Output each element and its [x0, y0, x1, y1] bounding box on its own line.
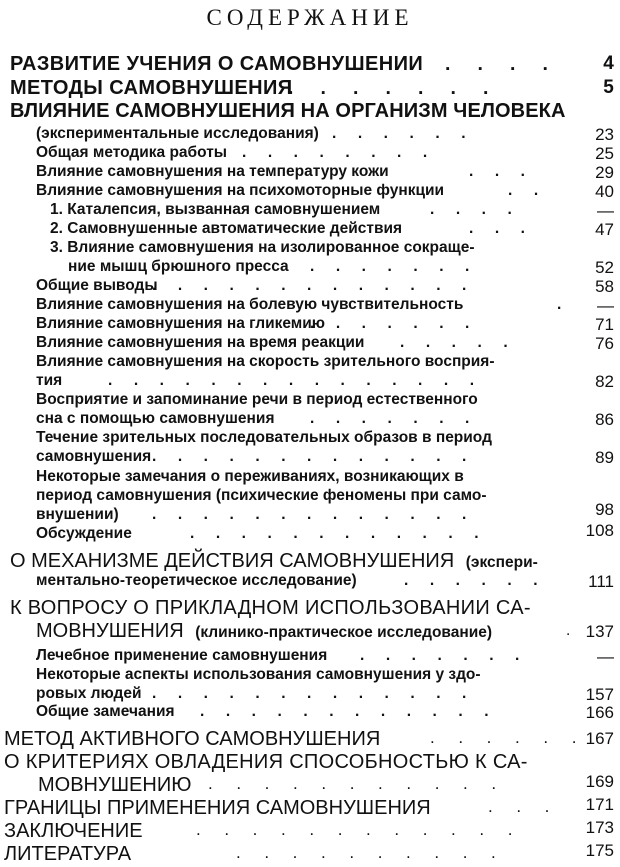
toc-entry-title: тия	[36, 372, 63, 389]
toc-page-number: 71	[595, 315, 614, 334]
toc-page-number: 111	[588, 572, 614, 591]
toc-leader-dots: . . . .	[430, 201, 512, 218]
toc-entry[interactable]	[0, 315, 620, 335]
toc-leader-dots: . . . . . . . . . . . .	[200, 703, 489, 720]
toc-entry[interactable]	[0, 77, 620, 101]
toc-entry-title: Влияние самовнушения на скорость зрительного восприя-	[36, 353, 495, 370]
toc-entry[interactable]	[0, 751, 620, 775]
toc-entry[interactable]	[0, 144, 620, 164]
toc-leader-dots: . . . . . .	[430, 728, 577, 747]
toc-page-number: 89	[595, 448, 614, 467]
toc-entry[interactable]	[0, 125, 620, 145]
toc-leader-dots: . . .	[488, 797, 550, 816]
toc-entry-subtitle: (клинико-практическое исследование)	[195, 624, 493, 641]
toc-entry[interactable]	[0, 220, 620, 240]
toc-entry-title: Влияние самовнушения на температуру кожи	[36, 163, 389, 180]
page-title: СОДЕРЖАНИЕ	[206, 5, 414, 30]
toc-entry-title: Общая методика работы	[36, 144, 228, 161]
toc-leader-dots: .	[557, 296, 562, 313]
toc-entry[interactable]	[0, 201, 620, 221]
toc-entry-title: МЕТОДЫ САМОВНУШЕНИЯ	[10, 77, 293, 99]
toc-entry-title: ВЛИЯНИЕ САМОВНУШЕНИЯ НА ОРГАНИЗМ ЧЕЛОВЕКА	[10, 100, 566, 122]
toc-leader-dots: .	[566, 622, 571, 639]
toc-entry[interactable]	[0, 163, 620, 183]
toc-entry-title: (экспериментальные исследования)	[36, 125, 319, 142]
toc-leader-dots: . . . . . . .	[360, 647, 520, 664]
toc-entry-title: МЕТОД АКТИВНОГО САМОВНУШЕНИЯ	[4, 728, 381, 750]
toc-entry[interactable]	[0, 239, 620, 259]
toc-entry-title: ние мышц брюшного пресса	[68, 258, 289, 275]
toc-leader-dots: . . . .	[445, 53, 548, 75]
toc-leader-dots: . . . . . . . . . . . . .	[152, 506, 467, 523]
toc-page-number: 25	[595, 144, 614, 163]
toc-leader-dots: . . . . . . . . . . . .	[190, 525, 479, 542]
toc-leader-dots: . . . . . . .	[310, 258, 470, 275]
toc-entry-title: 1. Каталепсия, вызванная самовнушением	[50, 201, 381, 218]
toc-entry[interactable]	[0, 448, 620, 468]
toc-page-number: 98	[595, 500, 614, 519]
toc-page-number: 86	[595, 410, 614, 429]
toc-entry[interactable]	[0, 521, 620, 545]
toc-entry-title: Влияние самовнушения на время реакции	[36, 334, 365, 351]
toc-entry[interactable]	[0, 550, 620, 574]
toc-leader-dots: . . . . . . . . . . . . .	[152, 685, 467, 702]
toc-entry[interactable]	[0, 597, 620, 621]
toc-page-number: 167	[585, 729, 614, 748]
toc-entry[interactable]	[0, 410, 620, 430]
toc-entry[interactable]	[0, 258, 620, 278]
toc-entry-title: Влияние самовнушения на болевую чувствительность	[36, 296, 464, 313]
toc-leader-dots: . . . . . .	[332, 125, 466, 142]
toc-leader-dots: . . . . .	[400, 334, 508, 351]
toc-leader-dots: . . . . . . . . . . . .	[196, 820, 513, 839]
toc-entry-title: МОВНУШЕНИЮ	[38, 774, 192, 796]
toc-entry[interactable]	[0, 100, 620, 124]
toc-entry-title: Влияние самовнушения на гликемию	[36, 315, 326, 332]
toc-entry[interactable]	[0, 429, 620, 449]
toc-entry[interactable]	[0, 468, 620, 488]
toc-page-number: 166	[585, 703, 614, 722]
toc-page-number: 52	[595, 258, 614, 277]
toc-page-number: 157	[585, 685, 614, 704]
toc-entry-title: Некоторые аспекты использования самовнушения у здо-	[36, 666, 481, 683]
toc-leader-dots: . . . . . . . .	[242, 144, 428, 161]
toc-page-number: 40	[595, 182, 614, 201]
toc-page-number: 108	[585, 521, 614, 540]
toc-entry[interactable]	[0, 334, 620, 354]
toc-page-number: 5	[603, 77, 614, 98]
toc-leader-dots: . .	[508, 182, 539, 199]
toc-entry-title: Влияние самовнушения на психомоторные функции	[36, 182, 445, 199]
toc-entry-title: сна с помощью самовнушения	[36, 410, 275, 427]
toc-entry-title: Восприятие и запоминание речи в период естественного	[36, 391, 478, 408]
toc-page-number: 169	[585, 772, 614, 791]
toc-leader-dots: . . . . . . .	[310, 315, 470, 332]
toc-entry-title: 2. Самовнушенные автоматические действия	[50, 220, 403, 237]
toc-entry[interactable]	[0, 843, 620, 867]
toc-entry-title: ЗАКЛЮЧЕНИЕ	[4, 820, 143, 842]
toc-leader-dots: . . . . . . . . . . . . .	[152, 277, 467, 294]
toc-leader-dots: . . .	[469, 220, 525, 237]
toc-page-number: 29	[595, 163, 614, 182]
toc-entry[interactable]	[0, 296, 620, 316]
toc-page-number: —	[597, 296, 614, 315]
toc-entry-title: ментально-теоретическое исследование)	[36, 572, 357, 589]
toc-entry-title: О МЕХАНИЗМЕ ДЕЙСТВИЯ САМОВНУШЕНИЯ	[10, 550, 455, 572]
toc-entry[interactable]	[0, 703, 620, 723]
toc-leader-dots: . . . . . . . . . . .	[208, 774, 497, 793]
toc-leader-dots: . . . . . . .	[288, 77, 489, 99]
toc-entry-title: Некоторые замечания о переживаниях, возникающих в	[36, 468, 464, 485]
toc-entry-title: К ВОПРОСУ О ПРИКЛАДНОМ ИСПОЛЬЗОВАНИИ СА-	[10, 597, 531, 619]
toc-entry-title: период самовнушения (психические феномены при само-	[36, 487, 487, 504]
toc-entry-title: Лечебное применение самовнушения	[36, 647, 328, 664]
toc-entry[interactable]	[0, 182, 620, 202]
toc-page-number: 82	[595, 372, 614, 391]
toc-leader-dots: . . . . . . . . . .	[236, 843, 496, 862]
toc-entry[interactable]	[0, 647, 620, 667]
toc-entry[interactable]	[0, 572, 620, 592]
toc-entry-title: МОВНУШЕНИЯ	[36, 620, 184, 642]
toc-entry[interactable]	[0, 797, 620, 821]
toc-page-number: 58	[595, 277, 614, 296]
toc-entry[interactable]	[0, 620, 620, 644]
toc-entry[interactable]	[0, 500, 620, 526]
toc-entry-title: внушении)	[36, 506, 119, 523]
toc-entry-title: ЛИТЕРАТУРА	[4, 843, 132, 865]
toc-page-number: —	[597, 647, 614, 666]
toc-entry-title: Течение зрительных последовательных образов в период	[36, 429, 492, 446]
toc-entry-title: самовнушения	[36, 448, 152, 465]
toc-entry-subtitle: (экспери-	[465, 554, 538, 571]
toc-entry-title: ГРАНИЦЫ ПРИМЕНЕНИЯ САМОВНУШЕНИЯ	[4, 797, 431, 819]
toc-leader-dots: . . . . . . .	[310, 410, 470, 427]
toc-leader-dots: . . . . . . . . . . . . .	[152, 448, 467, 465]
toc-entry-title: О КРИТЕРИЯХ ОВЛАДЕНИЯ СПОСОБНОСТЬЮ К СА-	[4, 751, 528, 773]
toc-page-number: 76	[595, 334, 614, 353]
toc-entry[interactable]	[0, 277, 620, 297]
toc-entry[interactable]	[0, 487, 620, 507]
toc-entry[interactable]	[0, 353, 620, 373]
toc-entry-title: Общие выводы	[36, 277, 158, 294]
toc-entry[interactable]	[0, 53, 620, 77]
toc-entry-title: 3. Влияние самовнушения на изолированное сокраще-	[50, 239, 475, 256]
toc-entry-title: Общие замечания	[36, 703, 175, 720]
toc-page-number: —	[597, 201, 614, 220]
toc-leader-dots: . . . . . . . . . . . . . . .	[108, 372, 475, 389]
toc-entry[interactable]	[0, 685, 620, 705]
toc-page-number: 4	[603, 53, 614, 74]
toc-entry-title: Обсуждение	[36, 525, 132, 542]
toc-entry[interactable]	[0, 666, 620, 686]
toc-page-number: 173	[585, 818, 614, 837]
toc-entry-title: РАЗВИТИЕ УЧЕНИЯ О САМОВНУШЕНИИ	[10, 53, 424, 75]
toc-entry[interactable]	[0, 820, 620, 844]
toc-entry[interactable]	[0, 728, 620, 752]
toc-entry[interactable]	[0, 391, 620, 411]
toc-entry[interactable]	[0, 372, 620, 392]
toc-page-number: 137	[585, 622, 614, 641]
toc-leader-dots: . . .	[469, 163, 525, 180]
toc-entry-title: ровых людей	[36, 685, 142, 702]
toc-page-number: 175	[585, 841, 614, 860]
toc-page-number: 171	[585, 795, 614, 814]
toc-leader-dots: . . . . . .	[404, 572, 538, 589]
toc-page-number: 23	[595, 125, 614, 144]
toc-entry[interactable]	[0, 774, 620, 798]
toc-page-number: 47	[595, 220, 614, 239]
